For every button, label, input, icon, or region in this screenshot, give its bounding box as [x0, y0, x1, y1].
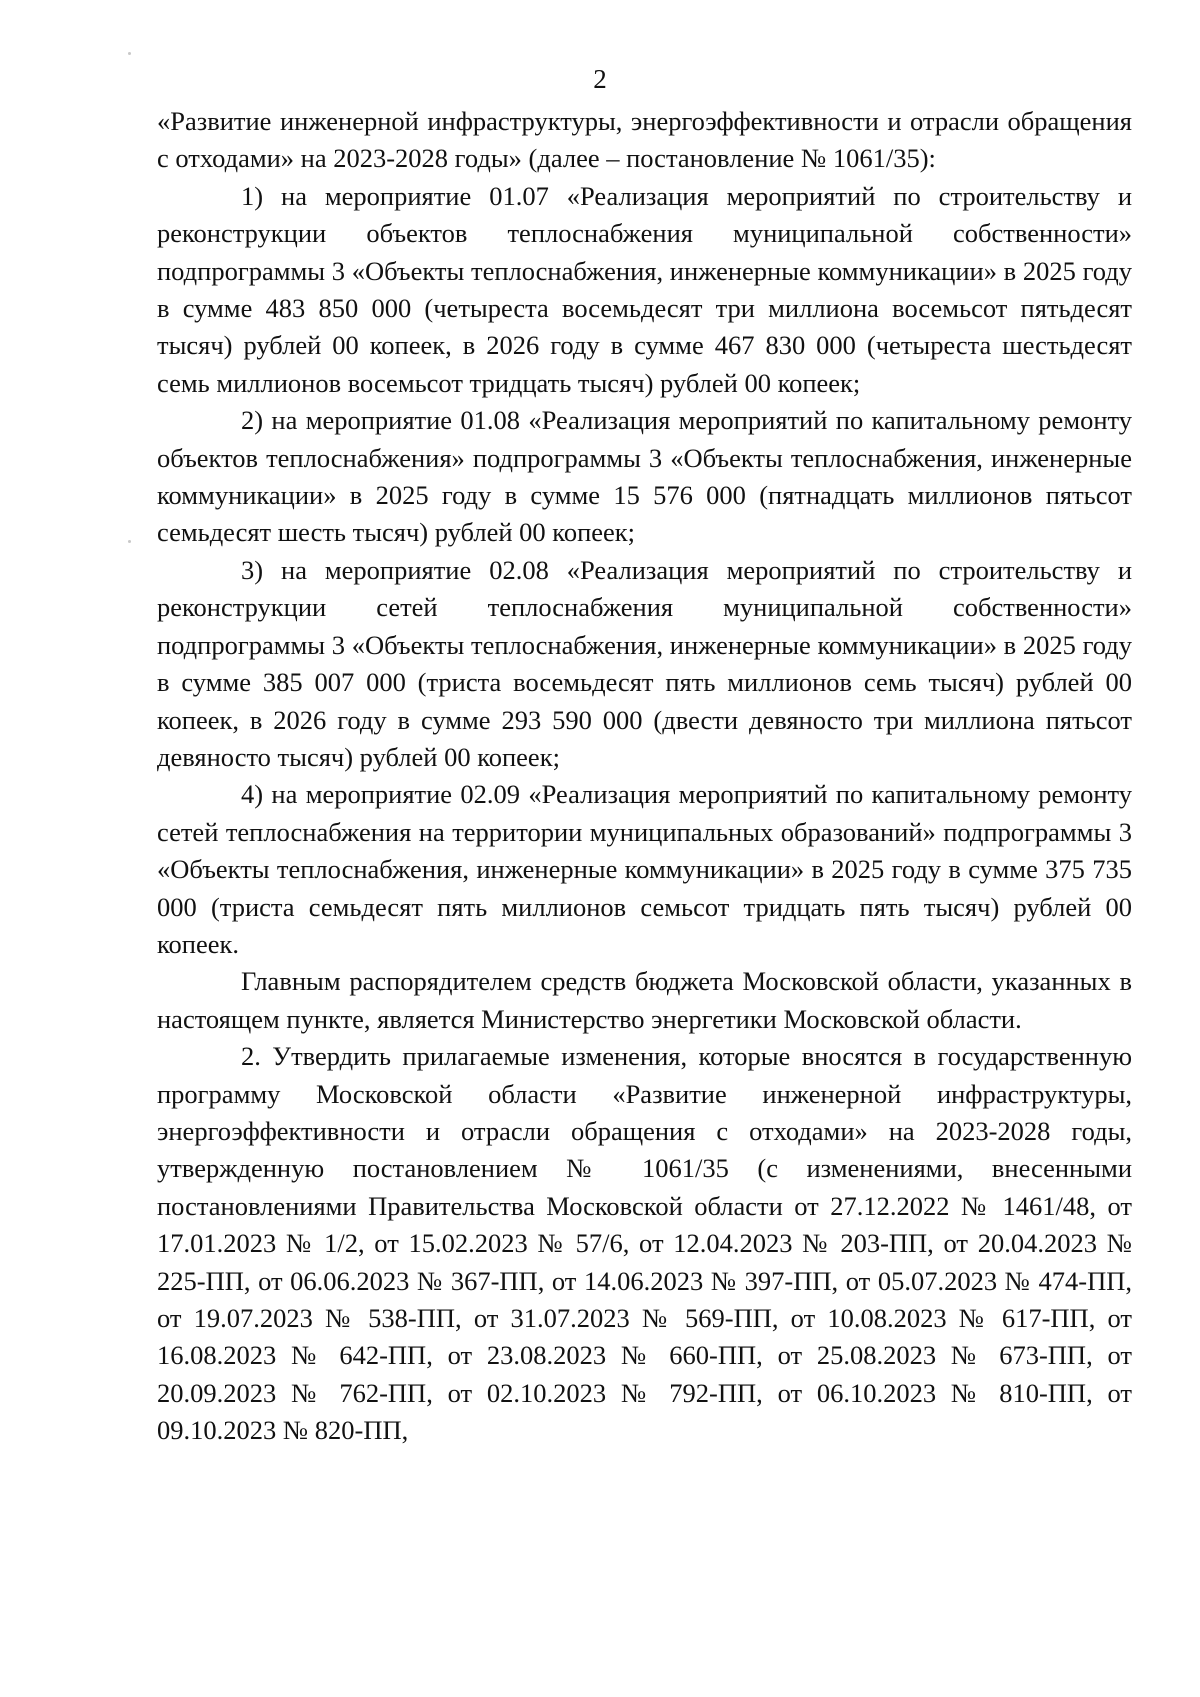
funding-item-3: 3) на мероприятие 02.08 «Реализация мероприятий по строительству и реконструкции сетей теплоснабжения муниципальной собственности» подпрограммы 3 «Объекты теплоснабжения, инженерные коммуникации» в 2025 году в сумме 385 007 000 (триста восемьдесят пять миллионов семь тысяч) рублей 00 копеек, в 2026 году в сумме 293 590 000 (двести девяносто три миллиона пятьсот девяносто тысяч) рублей 00 копеек; — [157, 554, 1132, 772]
scan-speck — [128, 52, 131, 55]
funding-item-2: 2) на мероприятие 01.08 «Реализация мероприятий по капитальному ремонту объектов теплоснабжения» подпрограммы 3 «Объекты теплоснабжения, инженерные коммуникации» в 2025 году в сумме 15 576 000 (пятнадцать миллионов пятьсот семьдесят шесть тысяч) рублей 00 копеек; — [157, 405, 1132, 548]
funding-item-4: 4) на мероприятие 02.09 «Реализация мероприятий по капитальному ремонту сетей теплоснабжения на территории муниципальных образований» подпрограммы 3 «Объекты теплоснабжения, инженерные коммуникации» в 2025 году в сумме 375 735 000 (триста семьдесят пять миллионов семьсот тридцать пять тысяч) рублей 00 копеек. — [157, 779, 1132, 959]
funding-item-1: 1) на мероприятие 01.07 «Реализация мероприятий по строительству и реконструкции объектов теплоснабжения муниципальной собственности» подпрограммы 3 «Объекты теплоснабжения, инженерные коммуникации» в 2025 году в сумме 483 850 000 (четыреста восемьдесят три миллиона восемьсот пятьдесят тысяч) рублей 00 копеек, в 2026 году в сумме 467 830 000 (четыреста шестьдесят семь миллионов восемьсот тридцать тысяч) рублей 00 копеек; — [157, 180, 1132, 398]
document-body — [157, 103, 1132, 1450]
scan-speck — [128, 540, 131, 543]
point-2-paragraph: 2. Утвердить прилагаемые изменения, которые вносятся в государственную программу Московской области «Развитие инженерной инфраструктуры, энергоэффективности и отрасли обращения с отходами» на 2023-2028 годы, утвержденную постановлением № 1061/35 (с изменениями, внесенными постановлениями Правительства Московской области от 27.12.2022 № 1461/48, от 17.01.2023 № 1/2, от 15.02.2023 № 57/6, от 12.04.2023 № 203-ПП, от 20.04.2023 № 225-ПП, от 06.06.2023 № 367-ПП, от 14.06.2023 № 397-ПП, от 05.07.2023 № 474-ПП, от 19.07.2023 № 538-ПП, от 31.07.2023 № 569-ПП, от 10.08.2023 № 617-ПП, от 16.08.2023 № 642-ПП, от 23.08.2023 № 660-ПП, от 25.08.2023 № 673-ПП, от 20.09.2023 № 762-ПП, от 02.10.2023 № 792-ПП, от 06.10.2023 № 810-ПП, от 09.10.2023 № 820-ПП, — [157, 1041, 1132, 1446]
page-number: 2 — [593, 64, 607, 94]
chief-administrator-paragraph: Главным распорядителем средств бюджета Московской области, указанных в настоящем пункте, является Министерство энергетики Московской области. — [157, 966, 1132, 1034]
intro-paragraph: «Развитие инженерной инфраструктуры, энергоэффективности и отрасли обращения с отходами» на 2023-2028 годы» (далее – постановление № 1061/35): — [157, 106, 1132, 174]
